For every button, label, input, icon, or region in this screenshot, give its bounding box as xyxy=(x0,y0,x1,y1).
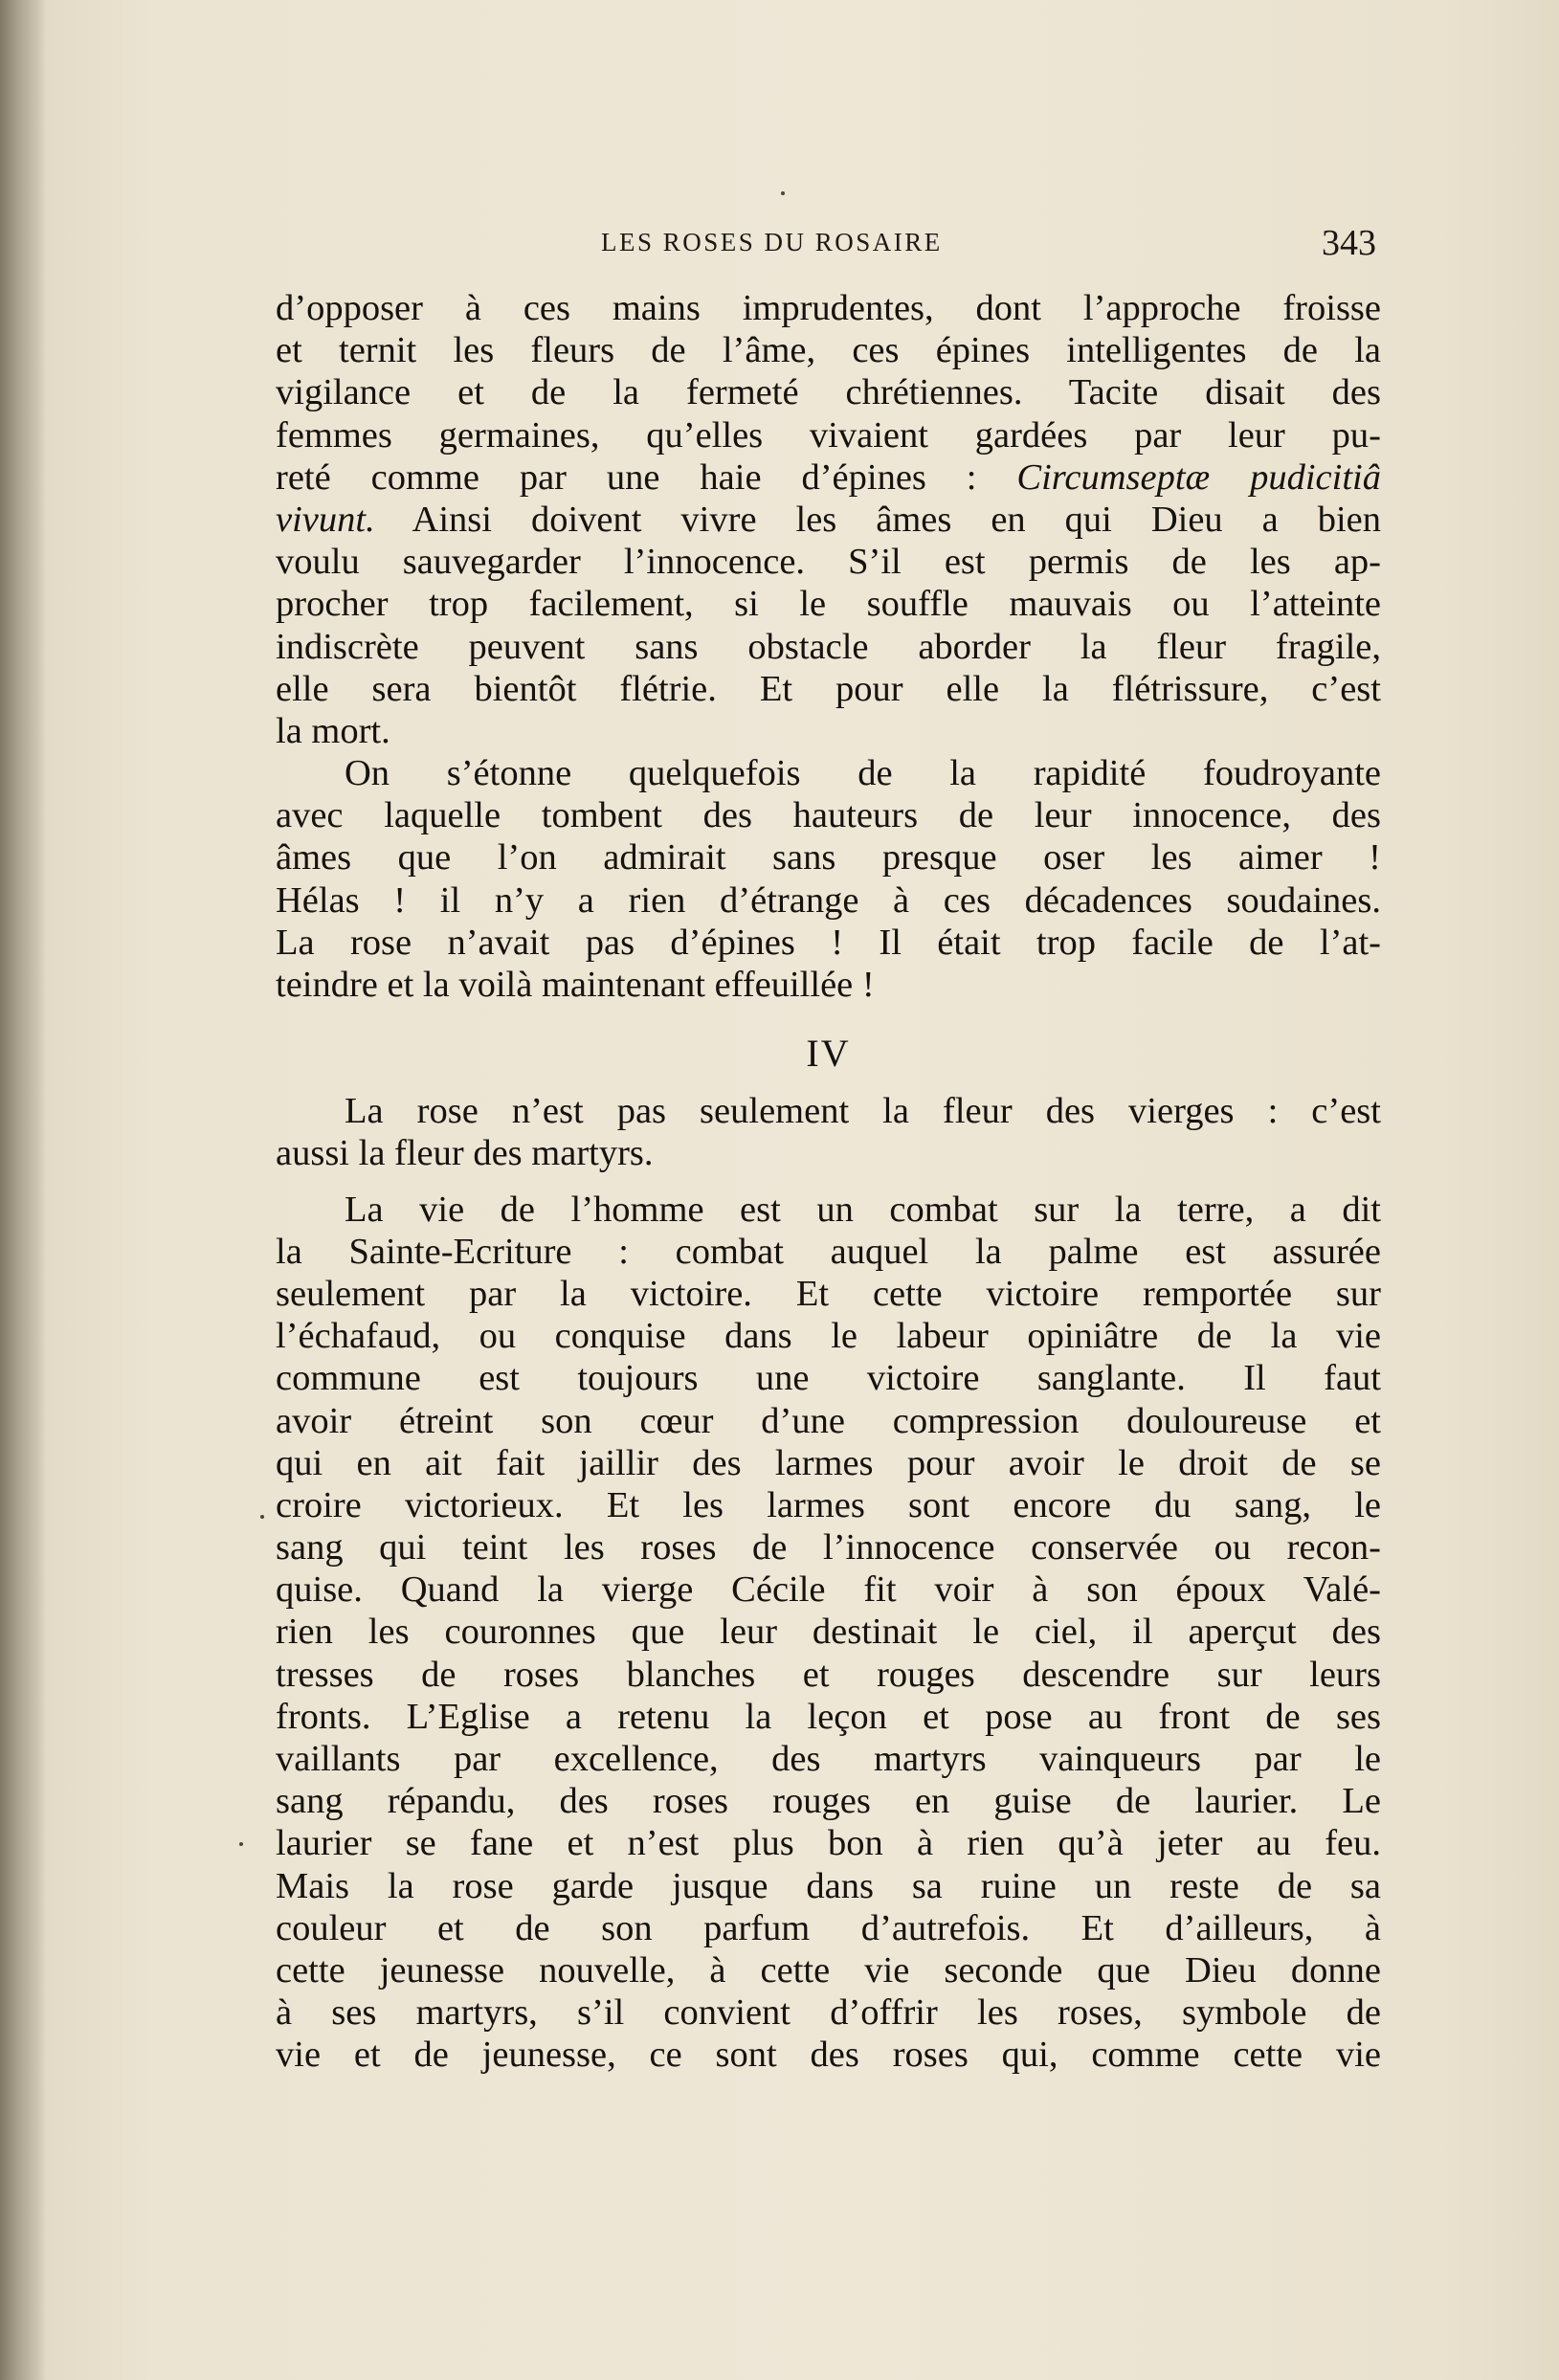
page-header xyxy=(276,222,1376,279)
paragraph-2 xyxy=(276,752,1381,1006)
text-line: seulement par la victoire. Et cette victoire remportée sur xyxy=(276,1273,1381,1314)
text-line: femmes germaines, qu’elles vivaient gardées par leur pu- xyxy=(276,414,1381,456)
body-text xyxy=(276,287,1381,2077)
section-heading: IV xyxy=(806,1032,851,1076)
text-line: Hélas ! il n’y a rien d’étrange à ces décadences soudaines. xyxy=(276,879,1381,921)
text-line: La rose n’est pas seulement la fleur des vierges : c’est xyxy=(345,1091,1381,1132)
ink-speck xyxy=(781,191,785,195)
text-line: cette jeunesse nouvelle, à cette vie seconde que Dieu donne xyxy=(276,1949,1381,1991)
latin-quote: Circumseptæ pudicitiâ xyxy=(1016,456,1381,498)
text-line: l’échafaud, ou conquise dans le labeur opiniâtre de la vie xyxy=(276,1316,1381,1357)
text-line: procher trop facilement, si le souffle mauvais ou l’atteinte xyxy=(276,584,1381,625)
text-line xyxy=(276,499,1381,541)
text-line: aussi la fleur des martyrs. xyxy=(276,1133,654,1174)
text-line: laurier se fane et n’est plus bon à rien qu’à jeter au feu. xyxy=(276,1823,1381,1864)
text-line: et ternit les fleurs de l’âme, ces épines intelligentes de la xyxy=(276,330,1381,371)
text-line: indiscrète peuvent sans obstacle aborder la fleur fragile, xyxy=(276,626,1381,667)
text-line: couleur et de son parfum d’autrefois. Et d’ailleurs, à xyxy=(276,1907,1381,1948)
running-title: LES ROSES DU ROSAIRE xyxy=(601,228,943,256)
text-line: La vie de l’homme est un combat sur la terre, a dit xyxy=(345,1189,1381,1230)
text-line: vigilance et de la fermeté chrétiennes. Tacite disait des xyxy=(276,372,1381,413)
latin-quote: vivunt. xyxy=(276,499,375,540)
text-line: la Sainte-Ecriture : combat auquel la palme est assurée xyxy=(276,1231,1381,1272)
paragraph-4 xyxy=(276,1189,1381,2077)
text-line: sang répandu, des roses rouges en guise de laurier. Le xyxy=(276,1781,1381,1822)
ink-speck xyxy=(239,1842,243,1846)
text-line: vie et de jeunesse, ce sont des roses qui, comme cette vie xyxy=(276,2035,1381,2076)
text-line: tresses de roses blanches et rouges descendre sur leurs xyxy=(276,1654,1381,1695)
ink-speck xyxy=(260,1515,264,1519)
text-line: Mais la rose garde jusque dans sa ruine un reste de sa xyxy=(276,1865,1381,1906)
text-line: teindre et la voilà maintenant effeuillée ! xyxy=(276,965,875,1005)
text-line: On s’étonne quelquefois de la rapidité foudroyante xyxy=(345,753,1381,794)
text-line: la mort. xyxy=(276,710,390,751)
text-line: quise. Quand la vierge Cécile fit voir à son époux Valé- xyxy=(276,1569,1381,1611)
text-line: à ses martyrs, s’il convient d’offrir les roses, symbole de xyxy=(276,1992,1381,2034)
page-number: 343 xyxy=(1322,223,1376,263)
text-line: sang qui teint les roses de l’innocence conservée ou recon- xyxy=(276,1527,1381,1568)
text-line: elle sera bientôt flétrie. Et pour elle la flétrissure, c’est xyxy=(276,668,1381,709)
text-line: avoir étreint son cœur d’une compression douloureuse et xyxy=(276,1400,1381,1441)
text-line: voulu sauvegarder l’innocence. S’il est permis de les ap- xyxy=(276,542,1381,583)
text-line: d’opposer à ces mains imprudentes, dont l’approche froisse xyxy=(276,288,1381,328)
text-segment: Ainsi doivent vivre les âmes en qui Dieu a bien xyxy=(374,499,1381,540)
text-line: avec laquelle tombent des hauteurs de leur innocence, des xyxy=(276,795,1381,836)
text-line: La rose n’avait pas d’épines ! Il était trop facile de l’at- xyxy=(276,922,1381,963)
text-line: croire victorieux. Et les larmes sont encore du sang, le xyxy=(276,1484,1381,1525)
text-segment: reté comme par une haie d’épines : xyxy=(276,456,1017,498)
text-line: fronts. L’Eglise a retenu la leçon et pose au front de ses xyxy=(276,1696,1381,1737)
text-line: âmes que l’on admirait sans presque oser les aimer ! xyxy=(276,837,1381,879)
text-line: qui en ait fait jaillir des larmes pour avoir le droit de se xyxy=(276,1442,1381,1483)
text-line xyxy=(276,456,1381,499)
text-line: vaillants par excellence, des martyrs vainqueurs par le xyxy=(276,1739,1381,1779)
text-line: rien les couronnes que leur destinait le ciel, il aperçut des xyxy=(276,1612,1381,1653)
book-spine-shadow xyxy=(0,0,46,2380)
paragraph-3 xyxy=(276,1090,1381,1174)
text-line: commune est toujours une victoire sanglante. Il faut xyxy=(276,1358,1381,1399)
paragraph-1 xyxy=(276,287,1381,752)
